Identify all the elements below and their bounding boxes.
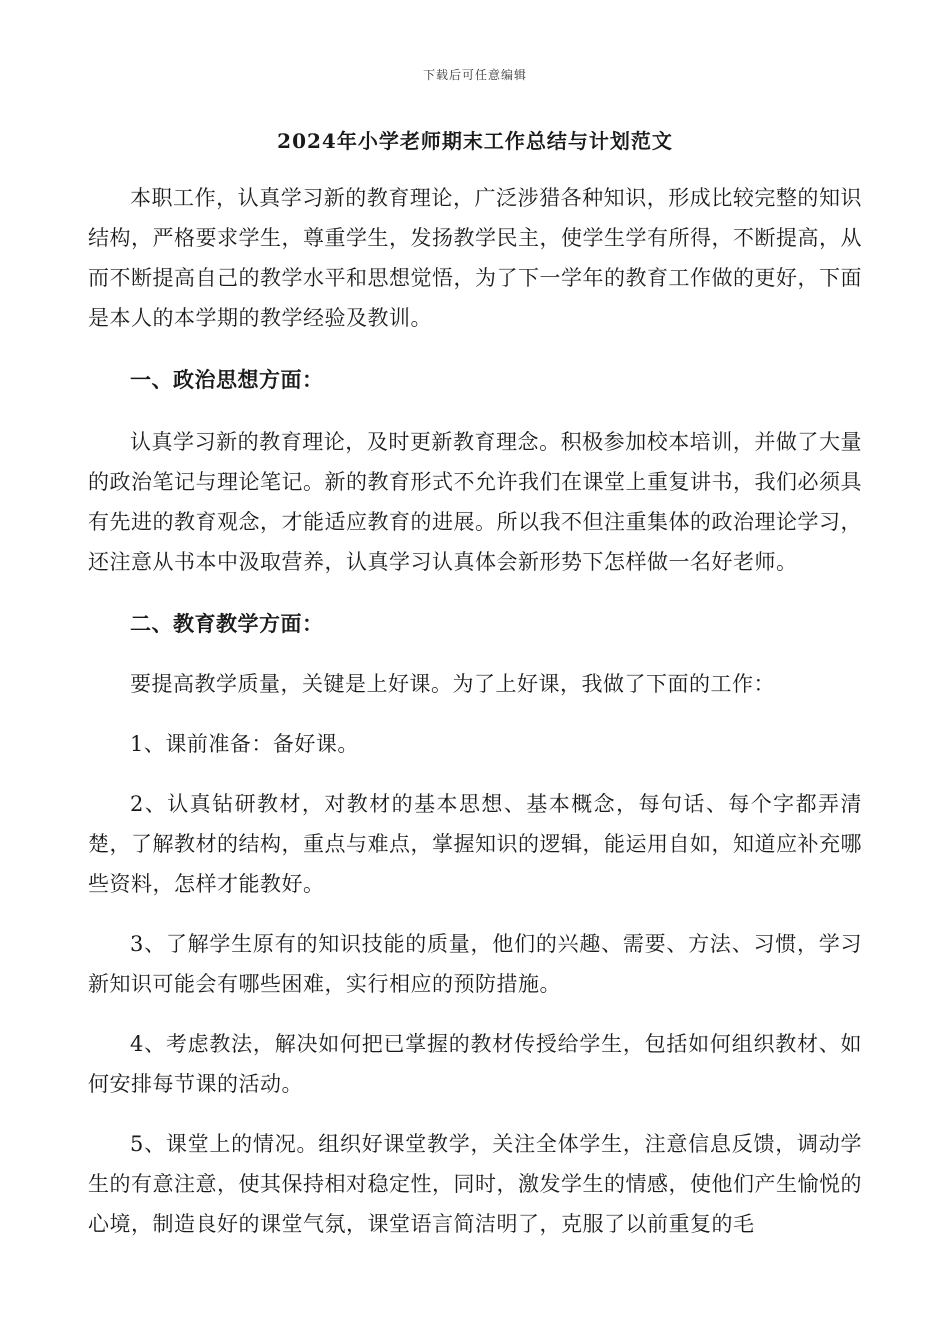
list-item: 4、考虑教法，解决如何把已掌握的教材传授给学生，包括如何组织教材、如何安排每节课的活动。 [88, 1032, 862, 1096]
document-title: 2024年小学老师期末工作总结与计划范文 [277, 129, 673, 153]
section-paragraph-politics: 认真学习新的教育理论，及时更新教育理念。积极参加校本培训，并做了大量的政治笔记与理论笔记。新的教育形式不允许我们在课堂上重复讲书，我们必须具有先进的教育观念，才能适应教育的进展。所以我不但注重集体的政治理论学习，还注意从书本中汲取营养，认真学习认真体会新形势下怎样做一名好老师。 [88, 430, 862, 574]
section-heading-politics: 一、政治思想方面： [130, 367, 324, 392]
list-item: 2、认真钻研教材，对教材的基本思想、基本概念，每句话、每个字都弄清楚，了解教材的结构，重点与难点，掌握知识的逻辑，能运用自如，知道应补充哪些资料，怎样才能教好。 [88, 792, 862, 896]
section-lead-teaching: 要提高教学质量，关键是上好课。为了上好课，我做了下面的工作： [130, 672, 775, 696]
intro-paragraph: 本职工作，认真学习新的教育理论，广泛涉猎各种知识，形成比较完整的知识结构，严格要求学生，尊重学生，发扬教学民主，使学生学有所得，不断提高，从而不断提高自己的教学水平和思想觉悟，为了下一学年的教育工作做的更好，下面是本人的本学期的教学经验及教训。 [88, 186, 862, 330]
list-item: 3、了解学生原有的知识技能的质量，他们的兴趣、需要、方法、习惯，学习新知识可能会有哪些困难，实行相应的预防措施。 [88, 932, 862, 996]
header-note: 下载后可任意编辑 [422, 68, 527, 82]
section-heading-teaching: 二、教育教学方面： [130, 611, 324, 636]
list-item: 1、课前准备：备好课。 [130, 732, 359, 756]
list-item: 5、课堂上的情况。组织好课堂教学，关注全体学生，注意信息反馈，调动学生的有意注意，使其保持相对稳定性，同时，激发学生的情感，使他们产生愉悦的心境，制造良好的课堂气氛，课堂语言简洁明了，克服了以前重复的毛 [88, 1132, 862, 1236]
document-body [88, 178, 862, 1244]
